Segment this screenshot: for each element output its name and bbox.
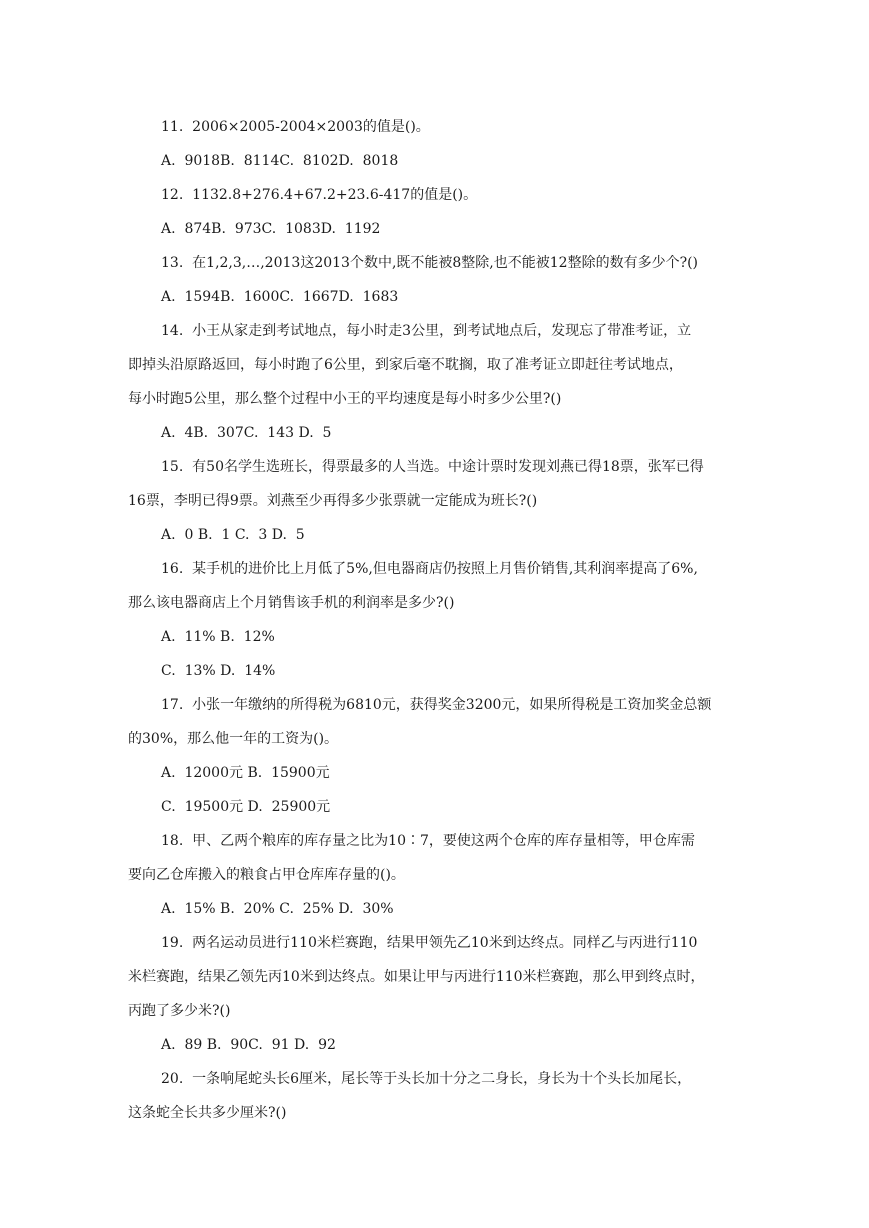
question-stem-continued: 的30%，那么他一年的工资为()。 <box>128 731 339 747</box>
question-stem: 15. 有50名学生选班长，得票最多的人当选。中途计票时发现刘燕已得18票，张军已得 <box>161 459 704 475</box>
question-stem: 13. 在1,2,3,…,2013这2013个数中,既不能被8整除,也不能被12整除的数有多少个?() <box>161 255 698 271</box>
question-stem-continued: 这条蛇全长共多少厘米?() <box>128 1105 287 1121</box>
question-block <box>128 450 740 552</box>
answer-options: A. 1594B. 1600C. 1667D. 1683 <box>161 289 399 305</box>
question-stem-continued: 丙跑了多少米?() <box>128 1003 231 1019</box>
question-stem-continued: 那么该电器商店上个月销售该手机的利润率是多少?() <box>128 595 455 611</box>
question-stem-continued: 16票，李明已得9票。刘燕至少再得多少张票就一定能成为班长?() <box>128 493 538 509</box>
question-block <box>128 246 740 314</box>
question-stem: 16. 某手机的进价比上月低了5%,但电器商店仍按照上月售价销售,其利润率提高了6%, <box>161 561 698 577</box>
question-block <box>128 110 740 178</box>
answer-options: C. 13% D. 14% <box>161 663 276 679</box>
question-block <box>128 1062 740 1130</box>
question-list <box>128 110 740 1130</box>
question-stem: 12. 1132.8+276.4+67.2+23.6-417的值是()。 <box>161 187 478 203</box>
question-stem-continued: 要向乙仓库搬入的粮食占甲仓库库存量的()。 <box>128 867 405 883</box>
question-stem-continued: 米栏赛跑，结果乙领先丙10米到达终点。如果让甲与丙进行110米栏赛跑，那么甲到终点时， <box>128 969 705 985</box>
answer-options: A. 874B. 973C. 1083D. 1192 <box>161 221 381 237</box>
question-stem: 18. 甲、乙两个粮库的库存量之比为10∶7，要使这两个仓库的库存量相等，甲仓库需 <box>161 833 695 849</box>
answer-options: A. 4B. 307C. 143 D. 5 <box>161 425 332 441</box>
answer-options: A. 0 B. 1 C. 3 D. 5 <box>161 527 305 543</box>
answer-options: A. 15% B. 20% C. 25% D. 30% <box>161 901 394 917</box>
question-block <box>128 314 740 450</box>
question-stem: 17. 小张一年缴纳的所得税为6810元，获得奖金3200元，如果所得税是工资加奖金总额 <box>161 697 712 713</box>
answer-options: A. 89 B. 90C. 91 D. 92 <box>161 1037 336 1053</box>
question-block <box>128 824 740 926</box>
answer-options: C. 19500元 D. 25900元 <box>161 799 331 815</box>
question-stem-continued: 即掉头沿原路返回，每小时跑了6公里，到家后毫不耽搁，取了准考证立即赶往考试地点， <box>128 357 683 373</box>
question-stem: 19. 两名运动员进行110米栏赛跑，结果甲领先乙10米到达终点。同样乙与丙进行110 <box>161 935 698 951</box>
question-stem-continued: 每小时跑5公里，那么整个过程中小王的平均速度是每小时多少公里?() <box>128 391 562 407</box>
question-stem: 20. 一条响尾蛇头长6厘米，尾长等于头长加十分之二身长，身长为十个头长加尾长， <box>161 1071 692 1087</box>
question-block <box>128 178 740 246</box>
question-stem: 14. 小王从家走到考试地点，每小时走3公里，到考试地点后，发现忘了带准考证，立 <box>161 323 692 339</box>
question-block <box>128 552 740 688</box>
answer-options: A. 9018B. 8114C. 8102D. 8018 <box>161 153 399 169</box>
question-block <box>128 688 740 824</box>
question-block <box>128 926 740 1062</box>
answer-options: A. 11% B. 12% <box>161 629 275 645</box>
question-stem: 11. 2006×2005-2004×2003的值是()。 <box>161 119 430 135</box>
answer-options: A. 12000元 B. 15900元 <box>161 765 330 781</box>
